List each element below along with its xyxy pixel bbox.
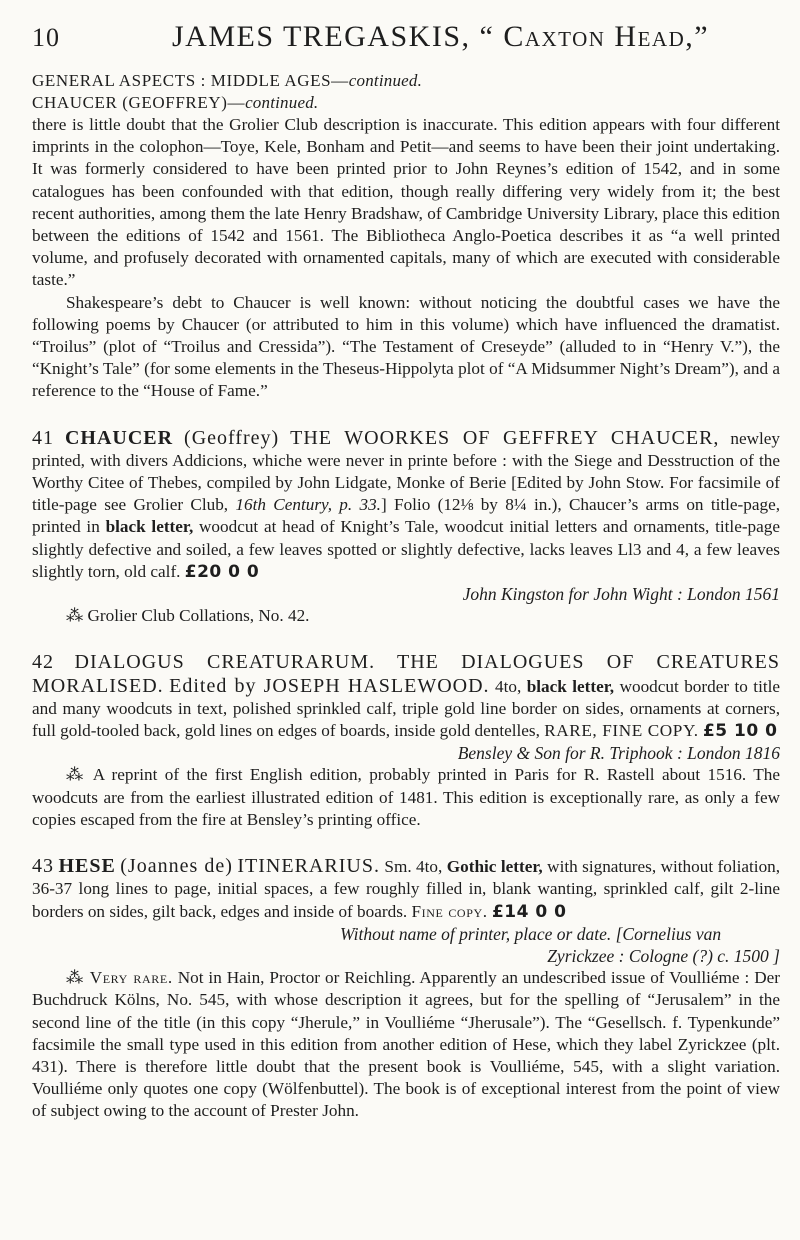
entry-price: £5 10 0 [702, 721, 778, 742]
entry-body: newley printed, with divers Addicions, whiche were never in printe before : with the Siege and Desstruction of the Worthy Citee of Thebes, compiled by John Lidgate, Monke of Berie [Edited by John Stow. For facsimile of title-page see Grolier Club, [32, 428, 781, 515]
entry-body: woodcut at head of Knight’s Tale, woodcut initial letters and ornaments, title-page slightly defective and soiled, a few leaves spotted or slightly defective, lacks leaves Ll3 and 4, a few leaves slightly torn, old calf. [32, 517, 781, 581]
catalogue-entry-42 [32, 651, 780, 831]
page-number: 10 [32, 23, 60, 52]
entry-note: ⁂ A reprint of the first English edition, probably printed in Paris for R. Rastell about 1516. The woodcuts are from the earliest illustrated edition of 1481. This edition is exceptionally rare, as only a few copies escaped from the fire at Bensley’s printing office. [32, 765, 780, 829]
shakespeare-paragraph: Shakespeare’s debt to Chaucer is well known: without noticing the doubtful cases we have the following poems by Chaucer (or attributed to him in this volume) which have influenced the dramatist. “Troilus” (plot of “Troilus and Cressida”). “The Testament of Creseyde” (alluded to in “Henry V.”), the “Knight’s Tale” (for some elements in the Theseus-Hippolyta plot of “A Midsummer Night’s Dream”), and a reference to the “House of Fame.” [32, 292, 780, 401]
entry-price: £14 0 0 [491, 901, 567, 922]
entry-41-description [32, 427, 780, 583]
entry-body: woodcut border to title and many woodcuts in text, polished sprinkled calf, triple gold line border on sides, ornaments at corners, full gold-tooled back, gold lines on edges of boards, inside gold dentelles, [32, 676, 781, 741]
entry-title: DIALOGUS CREATURARUM. THE DIALOGUES OF CREATURES MORALISED. [32, 651, 781, 697]
book-page [32, 20, 780, 1123]
entry-title: ITINERARIUS. [237, 855, 380, 878]
entry-42-description [32, 651, 780, 742]
section-heading-continued: continued. [348, 71, 423, 90]
catalogue-entry-41 [32, 427, 780, 628]
entry-author: CHAUCER [64, 426, 174, 449]
subsection-heading [32, 92, 780, 114]
entry-format: 4to, [495, 676, 522, 696]
entry-note: ⁂ Grolier Club Collations, No. 42. [66, 606, 310, 626]
entry-imprint-line-1: Without name of printer, place or date. [Cornelius van [340, 923, 722, 944]
section-heading [32, 70, 780, 92]
entry-author-first: (Joannes de) [120, 855, 233, 878]
entry-body: with signatures, without foliation, 36-37 long lines to page, initial spaces, a few roughly filled in, blank wanting, sprinkled calf, gilt 2-line borders on sides, gilt back, edges and inside of boards. [32, 857, 781, 921]
entry-number: 42 [32, 651, 54, 674]
entry-imprint: John Kingston for John Wight : London 1561 [462, 584, 780, 605]
entry-rarity: RARE, FINE COPY. [544, 721, 699, 741]
entry-number: 43 [32, 855, 54, 878]
note-lead: ⁂ Very rare. [66, 968, 173, 988]
running-title: JAMES TREGASKIS, “ Caxton Head,” [172, 20, 710, 53]
black-letter-label: black letter, [105, 517, 194, 537]
entry-title: THE WOORKES OF GEFFREY CHAUCER, [290, 426, 720, 449]
entry-format: Sm. 4to, [384, 857, 443, 877]
note-text: Not in Hain, Proctor or Reichling. Apparently an undescribed issue of Voulliéme : Der Buchdruck Kölns, No. 545, with whose description it agrees, but for the spelling of “Jerusalem” in the second line of the title (in this copy “Jherule,” in Voulliéme “Jherusale”). The “Gesellsch. f. Typenkunde” facsimile the small type used in this edition from another edition of Hese, which they label Zyrickzee (plt. 431). There is therefore little doubt that the present book is Voulliéme, 545, with a slight variation. Voulliéme only quotes one copy (Wölfenbuttel). The book is of exceptional interest from the point of view of subject owing to the account of Prester John. [32, 968, 780, 1121]
intro-paragraph: there is little doubt that the Grolier Club description is inaccurate. This edition appears with four different imprints in the colophon—Toye, Kele, Bonham and Petit—and seems to have been their joint undertaking. It was formerly considered to have been printed prior to John Reynes’s edition of 1542, and in some catalogues has been confounded with that edition, though really differing very widely from it; the best recent authorities, among them the late Henry Bradshaw, of Cambridge University Library, place this edition between the editions of 1542 and 1561. The Bibliotheca Anglo-Poetica describes it as “a well printed volume, and profusely decorated with ornamented capitals, many of which are executed with considerable taste.” [32, 115, 780, 290]
entry-reference: 16th Century, p. 33. [235, 495, 381, 515]
entry-body: ] Folio (12⅛ by 8¼ in.), Chaucer’s arms on title-page, printed in [32, 495, 781, 537]
entry-rarity: Fine copy. [411, 901, 488, 921]
gothic-letter-label: Gothic letter, [446, 857, 543, 877]
entry-note [32, 967, 780, 1122]
running-head [32, 20, 780, 70]
entry-editor: Edited by JOSEPH HASLEWOOD. [169, 674, 490, 697]
entry-author-first: (Geoffrey) [184, 426, 280, 449]
section-heading-main: GENERAL ASPECTS : MIDDLE AGES— [32, 71, 349, 90]
catalogue-entry-43 [32, 855, 780, 1122]
entry-author: HESE [58, 855, 116, 878]
subsection-heading-continued: continued. [245, 93, 319, 112]
black-letter-label: black letter, [526, 676, 615, 696]
entry-43-description [32, 855, 780, 923]
entry-number: 41 [32, 426, 54, 449]
subsection-heading-main: CHAUCER (GEOFFREY)— [32, 93, 246, 112]
entry-imprint-line-2: Zyrickzee : Cologne (?) c. 1500 ] [547, 945, 780, 966]
entry-imprint: Bensley & Son for R. Triphook : London 1816 [457, 743, 780, 764]
entry-price: £20 0 0 [184, 561, 260, 582]
